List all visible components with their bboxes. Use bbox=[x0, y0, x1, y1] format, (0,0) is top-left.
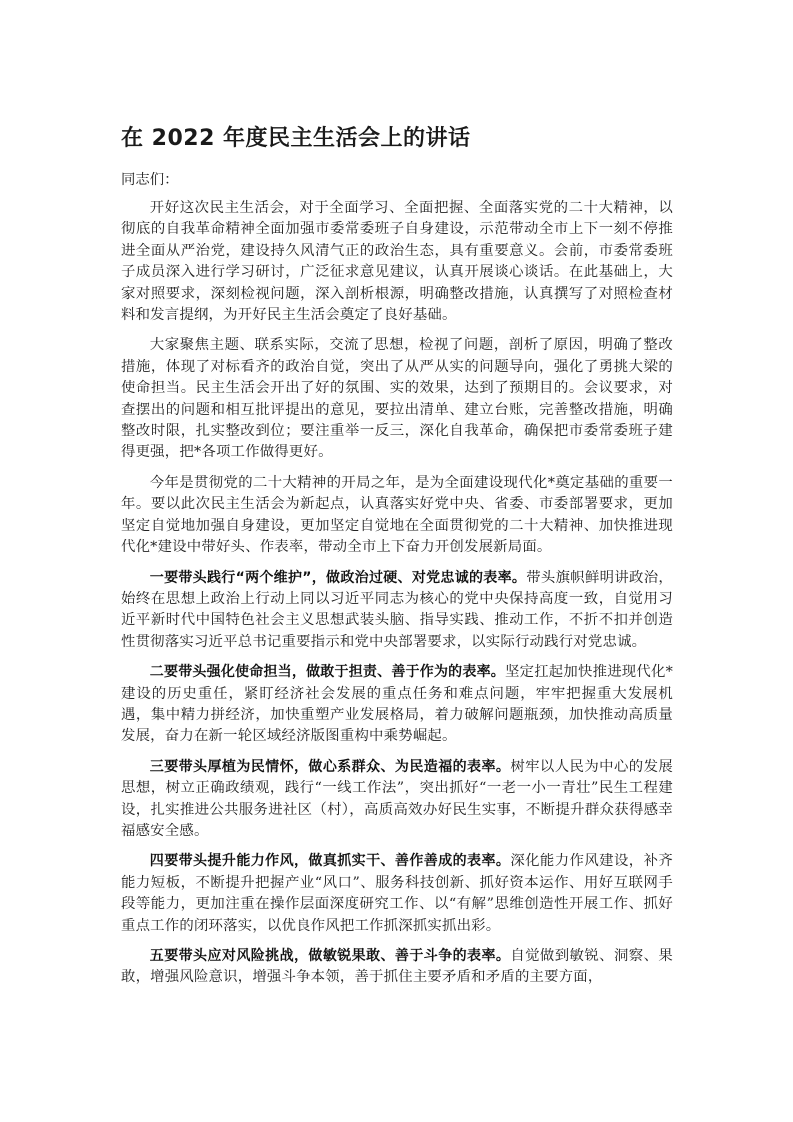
paragraph-body: 自觉做到敏锐、洞察、果敢，增强风险意识，增强斗争本领，善于抓住主要矛盾和矛盾的主要方面， bbox=[121, 948, 674, 986]
paragraph-4 bbox=[121, 568, 673, 654]
paragraph-lead: 四要带头提升能力作风，做真抓实干、善作善成的表率。 bbox=[149, 853, 511, 870]
paragraph-body: 树牢以人民为中心的发展思想，树立正确政绩观，践行“一线工作法”，突出抓好“一老一小一青壮”民生工程建设，扎实推进公共服务进社区（村），高质高效办好民生实事，不断提升群众获得感幸福感安全感。 bbox=[121, 758, 674, 839]
paragraph-8 bbox=[121, 946, 673, 989]
paragraph-body: 今年是贯彻党的二十大精神的开局之年，是为全面建设现代化*奠定基础的重要一年。要以此次民主生活会为新起点，认真落实好党中央、省委、市委部署要求，更加坚定自觉地加强自身建设，更加坚定自觉地在全面贯彻党的二十大精神、加快推进现代化*建设中带好头、作表率，带动全市上下奋力开创发展新局面。 bbox=[121, 474, 673, 556]
paragraph-body: 开好这次民主生活会，对于全面学习、全面把握、全面落实党的二十大精神，以彻底的自我革命精神全面加强市委常委班子自身建设，示范带动全市上下一刻不停推进全面从严治党，建设持久风清气正的政治生态，具有重要意义。会前，市委常委班子成员深入进行学习研讨，广泛征求意见建议，认真开展谈心谈话。在此基础上，大家对照要求，深刻检视问题，深入剖析根源，明确整改措施，认真撰写了对照检查材料和发言提纲，为开好民主生活会奠定了良好基础。 bbox=[121, 200, 673, 324]
salutation: 同志们： bbox=[121, 172, 179, 188]
paragraph-lead: 一要带头践行“两个维护”，做政治过硬、对党忠诚的表率。 bbox=[149, 569, 527, 586]
paragraph-body: 带头旗帜鲜明讲政治，始终在思想上政治上行动上同以习近平同志为核心的党中央保持高度一致，自觉用习近平新时代中国特色社会主义思想武装头脑、指导实践、推动工作，不折不扣并创造性贯彻落实习近平总书记重要指示和党中央部署要求，以实际行动践行对党忠诚。 bbox=[121, 569, 673, 650]
paragraph-body: 大家聚焦主题、联系实际，交流了思想，检视了问题，剖析了原因，明确了整改措施，体现了对标看齐的政治自觉，突出了从严从实的问题导向，强化了勇挑大梁的使命担当。民主生活会开出了好的氛围、实的效果，达到了预期目的。会议要求，对查摆出的问题和相互批评提出的意见，要拉出清单、建立台账，完善整改措施，明确整改时限，扎实整改到位；要注重举一反三，深化自我革命，确保把市委常委班子建得更强，把*各项工作做得更好。 bbox=[121, 337, 673, 461]
paragraph-lead: 三要带头厚植为民情怀，做心系群众、为民造福的表率。 bbox=[149, 758, 511, 775]
paragraph-body: 坚定扛起加快推进现代化*建设的历史重任，紧盯经济社会发展的重点任务和难点问题，牢牢把握重大发展机遇，集中精力拼经济，加快重塑产业发展格局，着力破解问题瓶颈，加快推动高质量发展，奋力在新一轮区域经济版图重构中乘势崛起。 bbox=[121, 664, 673, 745]
paragraph-6 bbox=[121, 757, 673, 843]
paragraph-body: 深化能力作风建设，补齐能力短板，不断提升把握产业“风口”、服务科技创新、抓好资本运作、用好互联网手段等能力，更加注重在操作层面深度研究工作、以“有解”思维创造性开展工作、抓好重点工作的闭环落实，以优良作风把工作抓深抓实抓出彩。 bbox=[121, 853, 674, 934]
document-title: 在 2022 年度民主生活会上的讲话 bbox=[121, 126, 471, 151]
paragraph-lead: 五要带头应对风险挑战，做敏锐果敢、善于斗争的表率。 bbox=[149, 948, 511, 964]
paragraph-1 bbox=[121, 198, 673, 326]
paragraph-2 bbox=[121, 335, 673, 463]
document-page bbox=[121, 122, 673, 998]
paragraph-3 bbox=[121, 473, 673, 559]
paragraph-7 bbox=[121, 851, 673, 937]
paragraph-5 bbox=[121, 662, 673, 748]
paragraph-lead: 二要带头强化使命担当，做敢于担责、善于作为的表率。 bbox=[149, 664, 506, 681]
